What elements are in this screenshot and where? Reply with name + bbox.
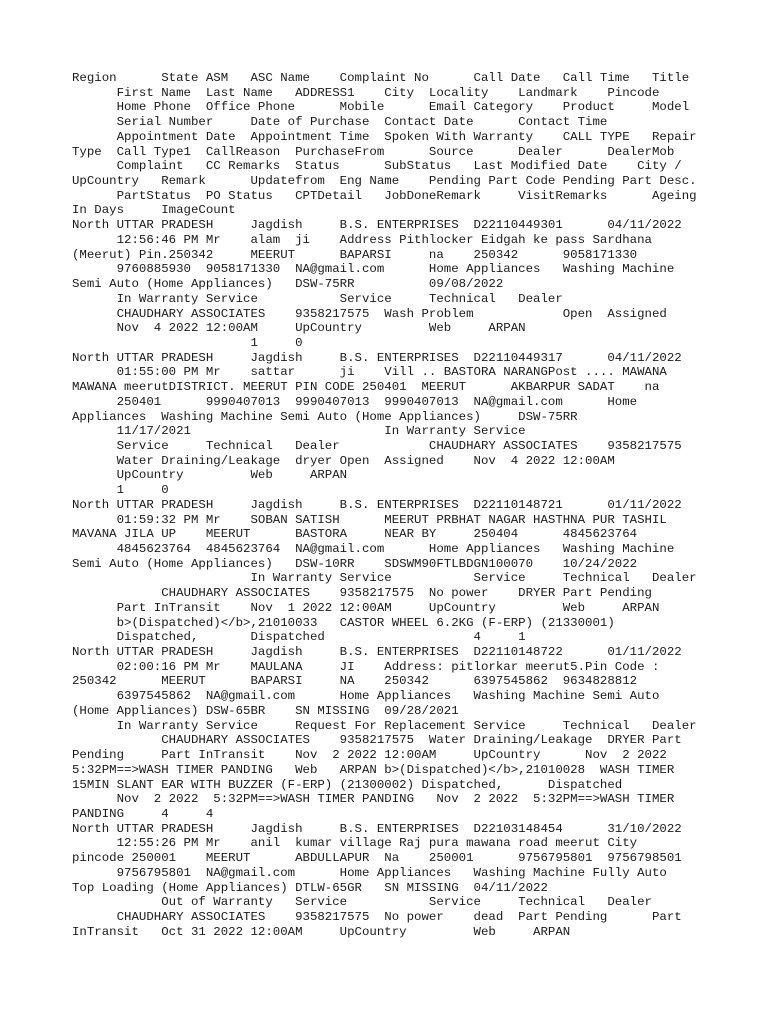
report-line: 15MIN SLANT EAR WITH BUZZER (F-ERP) (21300002) Dispatched, Dispatched <box>72 777 623 792</box>
report-line: Dispatched, Dispatched 4 1 <box>72 630 526 645</box>
report-line: 01:59:32 PM Mr SOBAN SATISH MEERUT PRBHAT NAGAR HASTHNA PUR TASHIL <box>72 512 667 527</box>
report-line: Serial Number Date of Purchase Contact Date Contact Time <box>72 115 608 130</box>
report-line: pincode 250001 MEERUT ABDULLAPUR Na 250001 9756795801 9756798501 <box>72 851 682 866</box>
report-line: Type Call Type1 CallReason PurchaseFrom Source Dealer DealerMob <box>72 144 675 159</box>
report-line: Top Loading (Home Appliances) DTLW-65GR SN MISSING 04/11/2022 <box>72 880 548 895</box>
report-line: North UTTAR PRADESH Jagdish B.S. ENTERPRISES D22110449301 04/11/2022 <box>72 218 682 233</box>
report-line: 9756795801 NA@gmail.com Home Appliances Washing Machine Fully Auto <box>72 865 667 880</box>
report-line: 9760885930 9058171330 NA@gmail.com Home Appliances Washing Machine <box>72 262 675 277</box>
report-line: 4845623764 4845623764 NA@gmail.com Home Appliances Washing Machine <box>72 542 675 556</box>
report-line: InTransit Oct 31 2022 12:00AM UpCountry Web ARPAN <box>72 924 571 939</box>
report-line: North UTTAR PRADESH Jagdish B.S. ENTERPRISES D22103148454 31/10/2022 <box>72 821 682 836</box>
report-line: Nov 4 2022 12:00AM UpCountry Web ARPAN <box>72 321 526 336</box>
report-line: In Days ImageCount <box>72 203 236 218</box>
report-line: 1 0 <box>72 335 303 350</box>
report-line: PartStatus PO Status CPTDetail JobDoneRemark VisitRemarks Ageing <box>72 188 697 203</box>
report-line: Pending Part InTransit Nov 2 2022 12:00AM UpCountry Nov 2 2022 <box>72 748 667 763</box>
report-line: 12:56:46 PM Mr alam ji Address Pithlocker Eidgah ke pass Sardhana <box>72 232 652 247</box>
report-line: CHAUDHARY ASSOCIATES 9358217575 Water Draining/Leakage DRYER Part <box>72 733 682 748</box>
report-line: Region State ASM ASC Name Complaint No Call Date Call Time Title <box>72 71 690 85</box>
report-line: Service Technical Dealer CHAUDHARY ASSOCIATES 9358217575 <box>72 438 682 453</box>
complaint-report-text <box>72 71 712 939</box>
report-line: North UTTAR PRADESH Jagdish B.S. ENTERPRISES D22110148721 01/11/2022 <box>72 497 682 512</box>
report-line: MAWANA meerutDISTRICT. MEERUT PIN CODE 250401 MEERUT AKBARPUR SADAT na <box>72 380 660 395</box>
report-line: In Warranty Service Request For Replacement Service Technical Dealer <box>72 718 697 733</box>
report-line: UpCountry Remark Updatefrom Eng Name Pending Part Code Pending Part Desc. <box>72 174 697 189</box>
report-line: UpCountry Web ARPAN <box>72 468 348 483</box>
report-line: North UTTAR PRADESH Jagdish B.S. ENTERPRISES D22110148722 01/11/2022 <box>72 645 682 660</box>
report-line: Nov 2 2022 5:32PM==>WASH TIMER PANDING Nov 2 2022 5:32PM==>WASH TIMER <box>72 792 675 807</box>
report-line: Appliances Washing Machine Semi Auto (Home Appliances) DSW-75RR <box>72 409 578 424</box>
report-line: 1 0 <box>72 483 169 498</box>
report-line: Part InTransit Nov 1 2022 12:00AM UpCountry Web ARPAN <box>72 600 660 615</box>
report-line: First Name Last Name ADDRESS1 City Locality Landmark Pincode <box>72 85 660 100</box>
report-line: 11/17/2021 In Warranty Service <box>72 424 526 439</box>
report-line: CHAUDHARY ASSOCIATES 9358217575 No power dead Part Pending Part <box>72 909 682 924</box>
report-line: Water Draining/Leakage dryer Open Assigned Nov 4 2022 12:00AM <box>72 453 615 468</box>
report-line: 12:55:26 PM Mr anil kumar village Raj pura mawana road meerut City <box>72 836 638 851</box>
report-line: Semi Auto (Home Appliances) DSW-75RR 09/08/2022 <box>72 277 504 292</box>
report-line: (Meerut) Pin.250342 MEERUT BAPARSI na 250342 9058171330 <box>72 247 638 262</box>
report-line: Appointment Date Appointment Time Spoken With Warranty CALL TYPE Repair <box>72 129 697 144</box>
report-line: Home Phone Office Phone Mobile Email Category Product Model <box>72 100 690 115</box>
report-line: PANDING 4 4 <box>72 806 214 821</box>
report-line: 250401 9990407013 9990407013 9990407013 NA@gmail.com Home <box>72 394 638 409</box>
report-line: 02:00:16 PM Mr MAULANA JI Address: pitlorkar meerut5.Pin Code : <box>72 659 660 674</box>
report-line: 250342 MEERUT BAPARSI NA 250342 6397545862 9634828812 <box>72 674 638 689</box>
report-line: Complaint CC Remarks Status SubStatus Last Modified Date City / <box>72 159 682 174</box>
report-line: 01:55:00 PM Mr sattar ji Vill .. BASTORA NARANGPost .... MAWANA <box>72 365 667 380</box>
report-line: 6397545862 NA@gmail.com Home Appliances Washing Machine Semi Auto <box>72 689 660 704</box>
report-line: b>(Dispatched)</b>,21010033 CASTOR WHEEL 6.2KG (F-ERP) (21330001) <box>72 615 615 630</box>
report-line: CHAUDHARY ASSOCIATES 9358217575 Wash Problem Open Assigned <box>72 306 667 321</box>
report-line: CHAUDHARY ASSOCIATES 9358217575 No power DRYER Part Pending <box>72 586 652 601</box>
report-line: MAVANA JILA UP MEERUT BASTORA NEAR BY 250404 4845623764 <box>72 527 638 542</box>
report-line: (Home Appliances) DSW-65BR SN MISSING 09/28/2021 <box>72 703 459 718</box>
report-line: Semi Auto (Home Appliances) DSW-10RR SDSWM90FTLBDGN100070 10/24/2022 <box>72 556 638 571</box>
report-line: Out of Warranty Service Service Technical Dealer <box>72 895 652 910</box>
report-line: In Warranty Service Service Technical Dealer <box>72 291 563 306</box>
report-line: North UTTAR PRADESH Jagdish B.S. ENTERPRISES D22110449317 04/11/2022 <box>72 350 682 365</box>
report-line: In Warranty Service Service Technical Dealer <box>72 571 697 586</box>
report-line: 5:32PM==>WASH TIMER PANDING Web ARPAN b>(Dispatched)</b>,21010028 WASH TIMER <box>72 762 675 777</box>
